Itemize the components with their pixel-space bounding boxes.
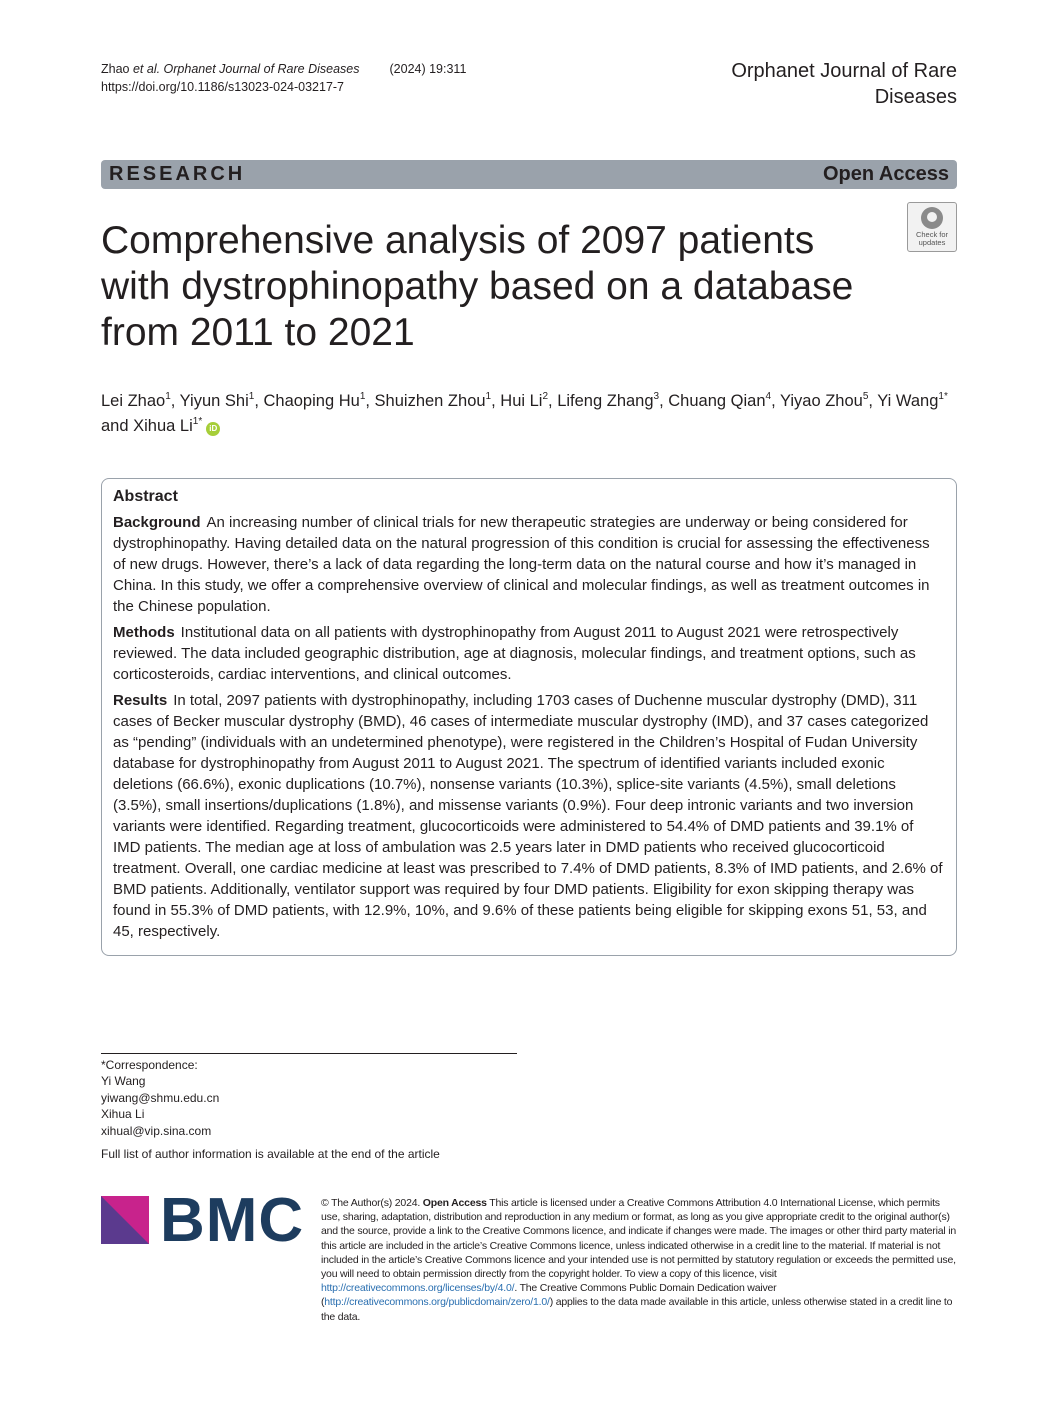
results-text: In total, 2097 patients with dystrophinopathy, including 1703 cases of Duchenne muscular dystrophy (DMD), 311 cases of Becker muscular dystrophy (BMD), 46 cases of intermediate muscular dystrophy (IMD), and 37 cases categorized as “pending” (individuals with an undetermined phenotype), were registered in the Children’s Hospital of Fudan University database for dystrophinopathy from August 2011 to August 2021. The spectrum of identified variants included exonic deletions (66.6%), exonic duplications (10.7%), nonsense variants (10.3%), splice-site variants (4.5%), small deletions (3.5%), small insertions/duplications (1.8%), and missense variants (0.9%). Four deep intronic variants and two inversion variants were identified. Regarding treatment, glucocorticoids were administered to 54.4% of DMD patients and 39.1% of IMD patients. The median age at loss of ambulation was 2.5 years later in DMD patients who received glucocorticoid treatment. Overall, one cardiac medicine at least was prescribed to 7.4% of DMD patients, 8.3% of IMD patients, and 2.6% of BMD patients. Additionally, ventilator support was required by four DMD patients. Eligibility for exon skipping therapy was found in 55.3% of DMD patients, with 12.9%, 10%, and 9.6% of these patients being eligible for skipping exons 51, 53, and 45, respectively. [113,692,943,940]
title-line1: Comprehensive analysis of 2097 patients [101,219,815,262]
author-name[interactable]: Xihua Li [133,417,193,435]
licence-copyright: © The Author(s) 2024. [321,1197,423,1209]
authors-and: and [101,417,129,435]
correspondence-divider [101,1053,517,1054]
abstract-box [101,478,957,956]
author-affiliation: 3 [653,391,660,402]
author-affiliation: 4 [765,391,772,402]
citation-header [101,60,466,96]
correspondence-email-1[interactable]: yiwang@shmu.edu.cn [101,1090,220,1105]
abstract-heading: Abstract [113,488,178,505]
citation-journal: Orphanet Journal of Rare Diseases [160,62,360,76]
licence-text-1: This article is licensed under a Creative Commons Attribution 4.0 International License, which permits use, sharing, adaptation, distribution and reproduction in any medium or format, as long as you give appropriate credit to the original author(s) and the source, provide a link to the Creative Commons licence, and indicate if changes were made. The images or other third party material in this article are included in the article’s Creative Commons licence, unless indicated otherwise in a credit line to the material. If material is not included in the article’s Creative Commons licence and your intended use is not permitted by statutory regulation or exceeds the permitted use, you will need to obtain permission directly from the copyright holder. To view a copy of this licence, visit [321,1197,956,1281]
bmc-logo-text: BMC [160,1186,305,1255]
check-for-updates-line2: updates [918,238,946,247]
author-affiliation: 1* [938,391,948,402]
methods-text: Institutional data on all patients with dystrophinopathy from August 2011 to August 2021 were retrospectively reviewed. The data included geographic distribution, age at diagnosis, molecular findings, and treatment options, such as corticosteroids, cardiac interventions, and clinical outcomes. [113,624,916,683]
article-title [101,218,891,356]
licence-text-2: . The Creative Commons Public Domain Dedication waiver ( [321,1282,777,1309]
author-affiliation: 5 [862,391,869,402]
crossmark-icon [921,207,943,229]
article-type-bar [101,160,957,189]
citation-etal: et al. [132,62,161,76]
author-name[interactable]: Yiyun Shi [179,392,249,410]
author-info-note: Full list of author information is available at the end of the article [101,1147,440,1161]
author-name[interactable]: Chaoping Hu [263,392,360,410]
licence-open-access: Open Access [422,1197,487,1209]
author-name[interactable]: Chuang Qian [668,392,766,410]
background-text: An increasing number of clinical trials for new therapeutic strategies are underway or being considered for dystrophinopathy. Having detailed data on the natural progression of this condition is crucial for assessing the effectiveness of new drugs. However, there’s a lack of data regarding the long-term data on the natural course and how it’s managed in China. In this study, we offer a comprehensive overview of clinical and molecular findings, as well as treatment outcomes in the Chinese population. [113,514,930,615]
journal-name-line1: Orphanet Journal of Rare [731,60,957,82]
correspondence-block [101,1057,219,1139]
results-label: Results [113,692,168,709]
licence-statement [321,1196,961,1324]
citation-authors: Zhao [101,62,133,76]
doi-link[interactable]: https://doi.org/10.1186/s13023-024-03217-7 [101,80,345,94]
correspondence-name-2: Xihua Li [101,1107,145,1122]
background-label: Background [113,514,201,531]
abstract-methods [113,622,945,685]
check-for-updates-badge[interactable] [907,202,957,252]
licence-text-3: ) applies to the data made available in this article, unless otherwise stated in a credit line to the data. [321,1296,953,1323]
title-line3: from 2011 to 2021 [101,311,415,354]
cc-zero-link[interactable]: http://creativecommons.org/publicdomain/zero/1.0/ [324,1296,550,1309]
author-name[interactable]: Lifeng Zhang [557,392,654,410]
correspondence-email-2[interactable]: xihual@vip.sina.com [101,1123,212,1138]
author-list: Lei Zhao$^1$, Yiyun Shi$^1$, Chaoping Hu$^1$, Shuizhen Zhou$^1$, Hui Li$^2$, Lifeng Zhang$^3$, Chuang Qian$^4$, Yiyao Zhou$^5$, Yi Wang$^{1*}$ and Xihua $Li^{1*}iD$ [101,391,948,435]
author-name[interactable]: Hui Li [500,392,543,410]
author-affiliation: 1 [248,391,255,402]
author-affiliation: 1 [359,391,366,402]
cc-by-link[interactable]: http://creativecommons.org/licenses/by/4.0/ [321,1282,515,1295]
abstract-results [113,690,945,942]
methods-label: Methods [113,624,175,641]
orcid-icon[interactable]: iD [206,422,220,436]
abstract-background [113,512,945,617]
journal-name [657,58,957,110]
author-affiliation: 1* [192,416,203,427]
author-affiliation: 1 [165,391,171,402]
author-name[interactable]: Shuizhen Zhou [374,392,486,410]
author-name[interactable]: Yi Wang [877,392,939,410]
correspondence-label: *Correspondence: [101,1058,198,1072]
open-access-label: Open Access [823,163,949,185]
title-line2: with dystrophinopathy based on a database [101,265,854,308]
correspondence-name-1: Yi Wang [101,1074,146,1089]
check-for-updates-line1: Check for [915,230,949,239]
author-affiliation: 1 [485,391,492,402]
author-affiliation: 2 [542,391,549,402]
author-name[interactable]: Yiyao Zhou [779,392,863,410]
journal-name-line2: Diseases [874,86,957,108]
author-name[interactable]: Lei Zhao [101,392,166,410]
article-type-label: RESEARCH [109,163,246,185]
citation-year: (2024) 19:311 [389,62,467,76]
